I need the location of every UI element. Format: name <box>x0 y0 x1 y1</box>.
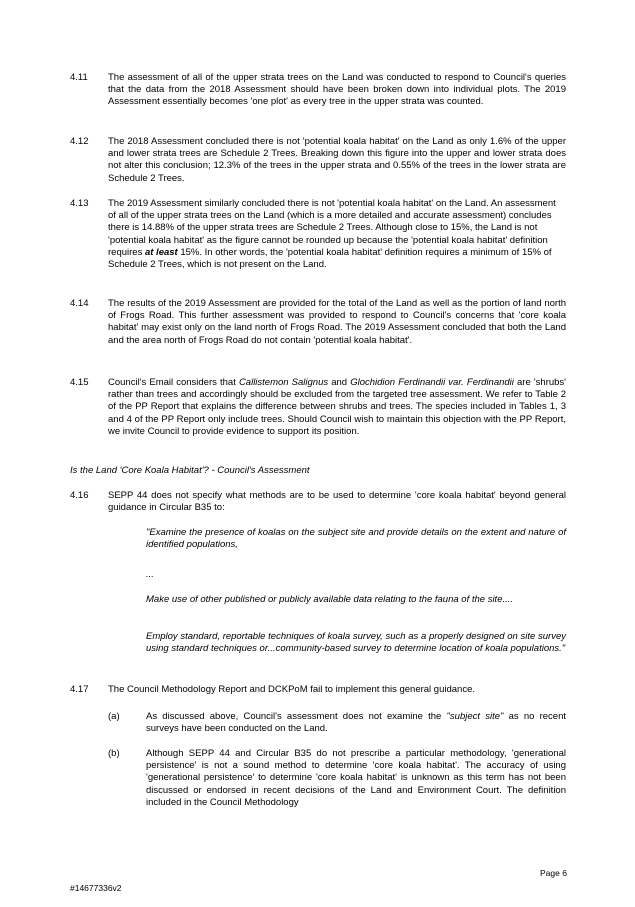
sub-para-a-text-2: as no recent surveys have been conducted on the Land. <box>146 711 567 735</box>
para-4-15 <box>108 377 566 438</box>
para-number-4-11: 4.11 <box>70 72 88 83</box>
quote-1: "Examine the presence of koalas on the subject site and provide details on the extent and nature of identified populations, <box>146 527 566 551</box>
sub-para-a-text-1: As discussed above, Council's assessment does not examine the <box>146 711 447 722</box>
page-number: Page 6 <box>540 868 567 878</box>
para-4-13 <box>108 198 566 271</box>
quote-ellipsis: ... <box>146 569 154 580</box>
para-4-15-species-2: Glochidion Ferdinandii var. Ferdinandii <box>350 377 514 388</box>
para-number-4-17: 4.17 <box>70 684 89 695</box>
sub-para-b: Although SEPP 44 and Circular B35 do not prescribe a particular methodology, 'generational persistence' is not a sound method to determine 'core koala habitat'. The accuracy of using 'generational persistence' to determine 'core koala habitat' is unknown as this term has not been discussed or endorsed in recent decisions of the Land and Environment Court. The definition included in the Council Methodology <box>146 748 566 808</box>
para-4-15-text-3: are 'shrubs' rather than trees and accordingly should be excluded from the targeted tree assessment. We refer to Table 2 of the PP Report that explains the difference between shrubs and trees. The species included in Tables 1, 3 and 4 of the PP Report only include trees. Should Council wish to maintain this objection with the PP Report, we invite Council to provide evidence to support its position. <box>108 377 566 437</box>
document-id: #14677336v2 <box>70 883 122 893</box>
sub-label-b: (b) <box>108 748 120 759</box>
para-4-15-text-1: Council's Email considers that <box>108 377 239 388</box>
sub-para-a-emphasis: "subject site" <box>446 711 504 722</box>
para-number-4-15: 4.15 <box>70 377 89 388</box>
sub-para-a <box>146 711 566 735</box>
para-number-4-13: 4.13 <box>70 198 89 209</box>
para-4-11: The assessment of all of the upper strata trees on the Land was conducted to respond to Council's queries that the data from the 2018 Assessment should have been broken down into individual plots. The 2019 Assessment essentially becomes 'one plot' as every tree in the upper strata was counted. <box>108 72 566 108</box>
quote-3: Employ standard, reportable techniques of koala survey, such as a properly designed on site survey using standard techniques or...community-based survey to determine location of koala populations." <box>146 631 566 655</box>
para-4-16: SEPP 44 does not specify what methods are to be used to determine 'core koala habitat' beyond general guidance in Circular B35 to: <box>108 490 566 514</box>
para-4-15-species-1: Callistemon Salignus <box>238 377 329 388</box>
para-4-12: The 2018 Assessment concluded there is not 'potential koala habitat' on the Land as only 1.6% of the upper and lower strata trees are Schedule 2 Trees. Breaking down this figure into the upper and lower strata does not alter this conclusion; 12.3% of the trees in the upper strata and 0.55% of the trees in the lower strata are Schedule 2 Trees. <box>108 136 566 184</box>
section-heading: Is the Land 'Core Koala Habitat'? - Council's Assessment <box>70 465 310 476</box>
para-number-4-12: 4.12 <box>70 136 89 147</box>
para-4-13-text-a: The 2019 Assessment similarly concluded there is not 'potential koala habitat' on the Land. An assessment of all of the upper strata trees on the Land (which is a more detailed and accurate assessment) concludes there is 14.88% of the upper strata trees are Schedule 2 Trees. Although close to 15%, the Land is not 'potential koala habitat' as the figure cannot be rounded up because the 'potential koala habitat' definition requires <box>108 198 556 258</box>
para-4-13-emphasis: at least <box>144 246 178 258</box>
para-4-14: The results of the 2019 Assessment are provided for the total of the Land as well as the portion of land north of Frogs Road. This further assessment was provided to respond to Council's concerns that 'core koala habitat' may exist only on the land north of Frogs Road. The 2019 Assessment concluded that both the Land and the area north of Frogs Road do not contain 'potential koala habitat'. <box>108 298 566 346</box>
para-number-4-14: 4.14 <box>70 298 89 309</box>
para-4-17: The Council Methodology Report and DCKPoM fail to implement this general guidance. <box>108 684 476 695</box>
sub-label-a: (a) <box>108 711 120 722</box>
para-number-4-16: 4.16 <box>70 490 89 501</box>
quote-2: Make use of other published or publicly available data relating to the fauna of the site.... <box>146 594 514 605</box>
para-4-13-text-b: 15%. In other words, the 'potential koala habitat' definition requires a minimum of 15% of Schedule 2 Trees, which is not present on the Land. <box>108 246 552 271</box>
para-4-15-text-2: and <box>328 377 351 388</box>
